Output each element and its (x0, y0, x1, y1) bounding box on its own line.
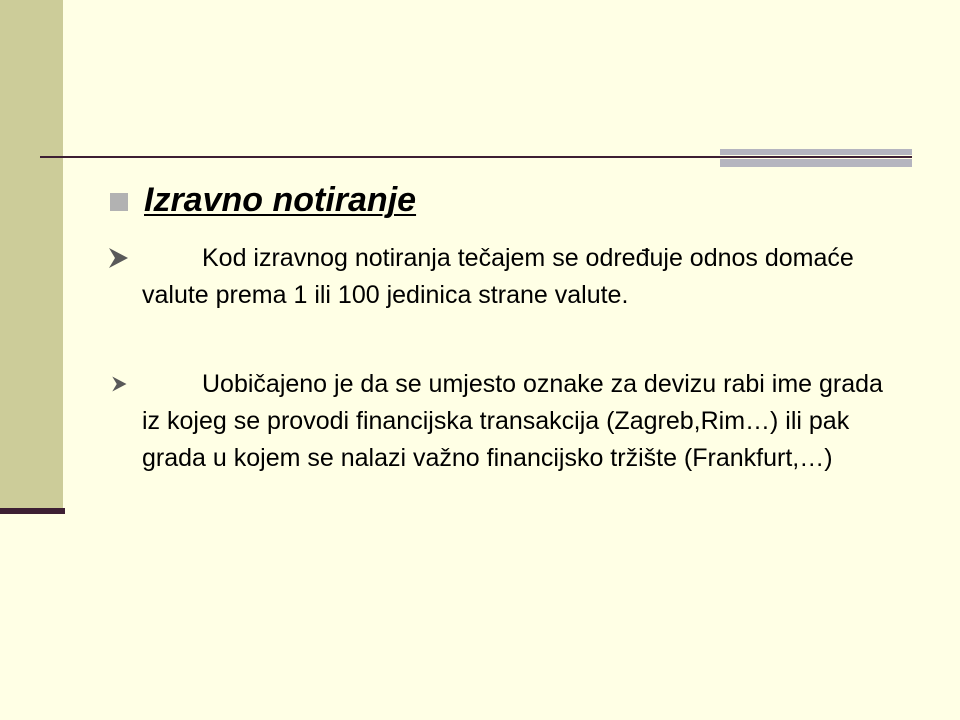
accent-bar-bottom (720, 159, 912, 167)
left-decorative-band (0, 0, 63, 511)
heading-row (110, 178, 890, 222)
bullet-item (106, 240, 896, 314)
arrow-bullet-icon (106, 246, 130, 270)
left-band-end-bar (0, 508, 65, 514)
accent-bar-top (720, 149, 912, 155)
bullet-text: Uobičajeno je da se umjesto oznake za devizu rabi ime grada iz kojeg se provodi financijska transakcija (Zagreb,Rim…) ili pak grada u kojem se nalazi važno financijsko tržište (Frankfurt,…) (142, 370, 883, 472)
square-bullet-icon (110, 193, 128, 211)
arrow-bullet-icon (110, 375, 128, 393)
divider-accent-bars (720, 149, 912, 167)
slide-heading: Izravno notiranje (144, 181, 417, 219)
bullet-text: Kod izravnog notiranja tečajem se određuje odnos domaće valute prema 1 ili 100 jedinica strane valute. (142, 244, 854, 309)
bullet-item (106, 366, 896, 477)
